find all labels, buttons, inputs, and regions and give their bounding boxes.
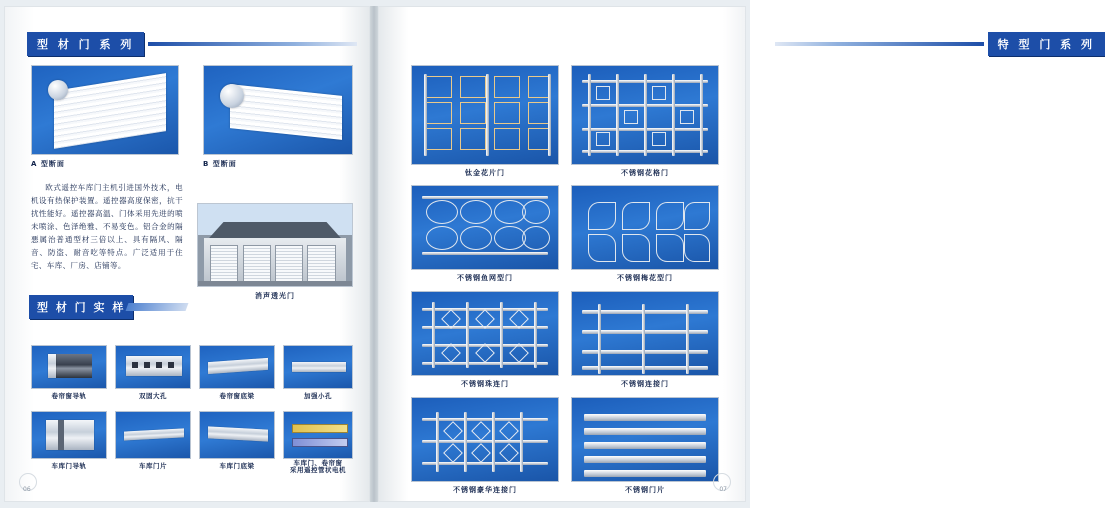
section-label-text: 型 材 门 实 样 [29, 295, 133, 319]
left-page-banner [27, 29, 357, 59]
left-page-body-text [31, 181, 183, 272]
gold-lattice-pattern [422, 74, 548, 156]
right-page-number: 07 [719, 486, 727, 493]
product-label: 不锈钢鱼网型门 [457, 274, 513, 282]
product-cell [411, 65, 559, 180]
sample-cell [283, 411, 353, 473]
left-page-number: 06 [23, 486, 31, 493]
product-cell [571, 185, 719, 285]
photo-garage-door-caption: 消声透光门 [255, 292, 295, 300]
sample-label: 车库门底梁 [219, 462, 255, 470]
sample-cell [31, 411, 107, 473]
plum-blossom-pattern [582, 194, 708, 261]
product-label: 不锈钢梅花型门 [617, 274, 673, 282]
product-label: 钛金花片门 [465, 169, 505, 177]
body-text-content: 欧式遥控车库门主机引进国外技术，电机设有热保护装置。遥控器高度保密，抗干扰性能好。遥控器高温、门体采用先进的喷未喷涂、色泽绝雅、不易变色。铝合金的隔悪属治普通型材三倍以上、具有隔风、隔音、防盗、耐音吃等特点。广泛适用于住宅、车库、厂房、店铺等。 [31, 183, 183, 270]
section-label-swoosh [126, 303, 189, 311]
deluxe-lattice-pattern [422, 406, 548, 473]
photo-garage-door [197, 203, 353, 287]
fishnet-pattern [422, 194, 548, 261]
product-label: 不锈钢珠连门 [461, 380, 509, 388]
sample-label: 卷帘窗导轨 [51, 392, 87, 400]
sample-cell [31, 345, 107, 403]
right-page [378, 6, 1095, 502]
product-label: 不锈钢豪华连接门 [453, 486, 517, 494]
photo-profile-a-caption: A 型断面 [31, 160, 65, 168]
product-cell [411, 397, 559, 497]
sample-label: 双固大孔 [139, 392, 167, 400]
sample-cell [115, 345, 191, 403]
sample-label-line1: 车库门、卷帘窗 [293, 459, 343, 467]
product-cell [571, 291, 719, 391]
section-label-samples [29, 295, 187, 319]
banner-rule [148, 42, 357, 46]
banner-rule [775, 42, 984, 46]
flower-grid-pattern [582, 74, 708, 156]
sample-cell [283, 345, 353, 403]
bar-lattice-pattern [582, 300, 708, 367]
sample-label: 卷帘窗底梁 [219, 392, 255, 400]
product-cell [571, 65, 719, 180]
bead-lattice-pattern [422, 300, 548, 367]
product-cell [411, 185, 559, 285]
left-page-title: 型 材 门 系 列 [27, 32, 144, 56]
left-page [4, 6, 370, 502]
sample-cell [199, 411, 275, 473]
sample-label-line2: 采用遥控管状电机 [290, 465, 346, 474]
product-cell [411, 291, 559, 391]
right-page-title: 特 型 门 系 列 [988, 32, 1105, 56]
product-label: 不锈钢连接门 [621, 380, 669, 388]
photo-profile-a [31, 65, 179, 155]
sample-label: 车库门导轨 [51, 462, 87, 470]
product-cell [571, 397, 719, 497]
photo-profile-b [203, 65, 353, 155]
sample-label: 加强小孔 [304, 392, 332, 400]
book-spine [370, 6, 378, 502]
sample-cell [115, 411, 191, 473]
sample-label [283, 459, 353, 473]
sample-cell [199, 345, 275, 403]
door-slat-pattern [582, 406, 708, 473]
product-label: 不锈钢门片 [625, 486, 665, 494]
sample-label: 车库门片 [139, 462, 167, 470]
right-page-banner [775, 29, 1105, 59]
product-label: 不锈钢花格门 [621, 169, 669, 177]
photo-profile-b-caption: B 型断面 [203, 160, 237, 168]
